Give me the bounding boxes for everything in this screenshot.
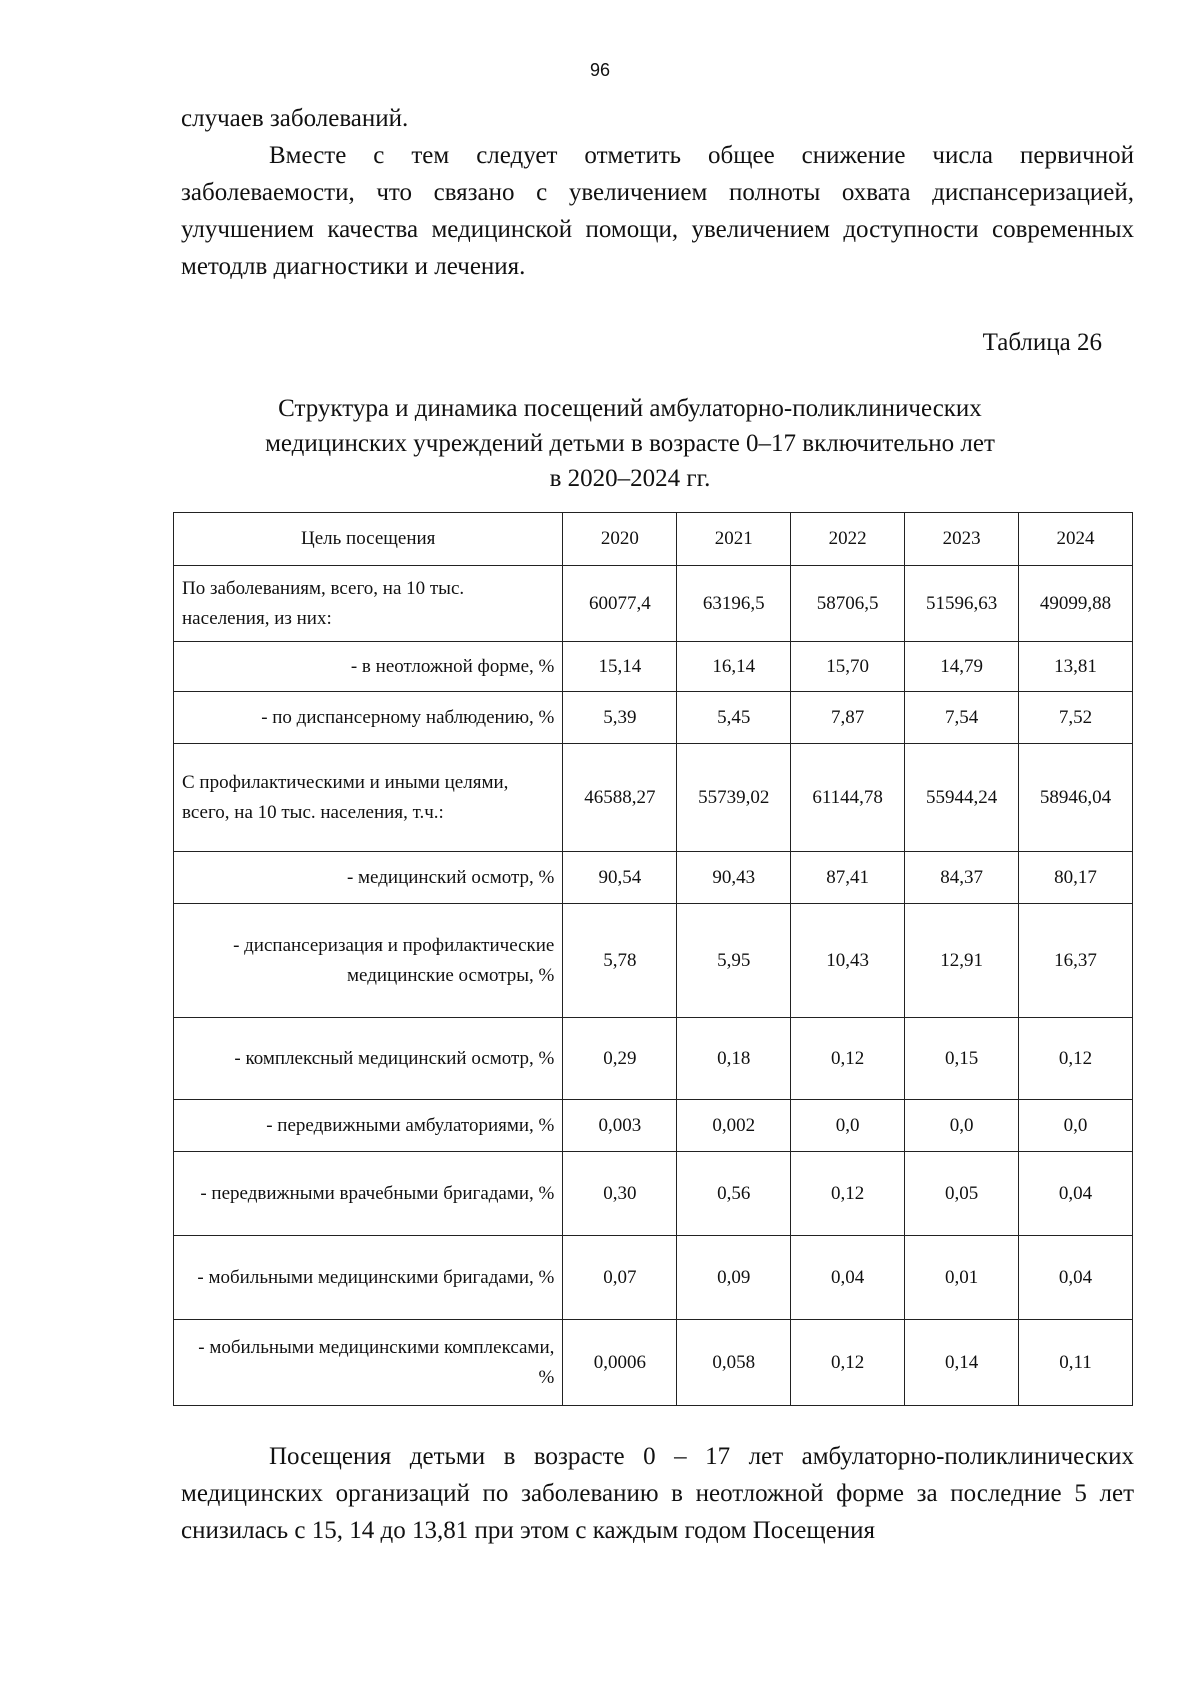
header-year: 2021 [677,513,791,566]
intro-text [181,100,1134,285]
cell-value: 16,37 [1019,904,1133,1018]
table-row [174,1320,1133,1406]
cell-value: 60077,4 [563,566,677,642]
cell-value: 0,30 [563,1152,677,1236]
cell-value: 7,54 [905,692,1019,744]
cell-value: 0,01 [905,1236,1019,1320]
cell-value: 0,07 [563,1236,677,1320]
intro-line: случаев заболеваний. [181,105,409,132]
table-row [174,566,1133,642]
table-row [174,852,1133,904]
cell-value: 0,12 [791,1152,905,1236]
cell-value: 87,41 [791,852,905,904]
cell-value: 0,0 [905,1100,1019,1152]
cell-value: 7,87 [791,692,905,744]
caption-line-3: в 2020–2024 гг. [549,465,711,492]
cell-value: 14,79 [905,642,1019,692]
cell-value: 0,05 [905,1152,1019,1236]
table-row [174,744,1133,852]
cell-value: 0,058 [677,1320,791,1406]
cell-value: 12,91 [905,904,1019,1018]
cell-value: 0,0 [791,1100,905,1152]
cell-value: 58946,04 [1019,744,1133,852]
header-year: 2020 [563,513,677,566]
cell-value: 16,14 [677,642,791,692]
table-header-row [174,513,1133,566]
row-label: - мобильными медицинскими бригадами, % [174,1236,563,1320]
cell-value: 0,003 [563,1100,677,1152]
cell-value: 49099,88 [1019,566,1133,642]
cell-value: 0,04 [791,1236,905,1320]
cell-value: 13,81 [1019,642,1133,692]
page-number: 96 [589,60,611,80]
cell-value: 5,39 [563,692,677,744]
cell-value: 15,14 [563,642,677,692]
cell-value: 0,12 [791,1320,905,1406]
cell-value: 61144,78 [791,744,905,852]
row-label: - по диспансерному наблюдению, % [174,692,563,744]
row-label: - диспансеризация и профилактические медицинские осмотры, % [174,904,563,1018]
cell-value: 84,37 [905,852,1019,904]
cell-value: 0,14 [905,1320,1019,1406]
row-label: - в неотложной форме, % [174,642,563,692]
cell-value: 90,43 [677,852,791,904]
cell-value: 55739,02 [677,744,791,852]
header-year: 2022 [791,513,905,566]
cell-value: 0,12 [791,1018,905,1100]
cell-value: 0,04 [1019,1152,1133,1236]
table-row [174,692,1133,744]
cell-value: 0,12 [1019,1018,1133,1100]
cell-value: 58706,5 [791,566,905,642]
table-row [174,1152,1133,1236]
intro-paragraph: Вместе с тем следует отметить общее снижение числа первичной заболеваемости, что связано с увеличением полноты охвата диспансеризацией, улучшением качества медицинской помощи, увеличением доступности современных методлв диагностики и лечения. [181,142,1134,280]
table-row [174,642,1133,692]
cell-value: 10,43 [791,904,905,1018]
cell-value: 0,09 [677,1236,791,1320]
row-label: По заболеваниям, всего, на 10 тыс. населения, из них: [174,566,563,642]
table-row [174,904,1133,1018]
table-label: Таблица 26 [982,329,1102,356]
cell-value: 90,54 [563,852,677,904]
cell-value: 5,95 [677,904,791,1018]
row-label: - мобильными медицинскими комплексами, % [174,1320,563,1406]
cell-value: 7,52 [1019,692,1133,744]
row-label: С профилактическими и иными целями, всего, на 10 тыс. населения, т.ч.: [174,744,563,852]
bottom-paragraph: Посещения детьми в возрасте 0 – 17 лет амбулаторно-поликлинических медицинских организаций по заболеванию в неотложной форме за последние 5 лет снизилась с 15, 14 до 13,81 при этом с каждым годом Посещения [181,1443,1134,1544]
row-label: - передвижными врачебными бригадами, % [174,1152,563,1236]
cell-value: 0,002 [677,1100,791,1152]
cell-value: 80,17 [1019,852,1133,904]
cell-value: 5,78 [563,904,677,1018]
cell-value: 0,15 [905,1018,1019,1100]
table-row [174,1236,1133,1320]
header-year: 2023 [905,513,1019,566]
caption-line-1: Структура и динамика посещений амбулаторно-поликлинических [278,395,982,422]
table-row [174,1018,1133,1100]
row-label: - медицинский осмотр, % [174,852,563,904]
header-year: 2024 [1019,513,1133,566]
row-label: - комплексный медицинский осмотр, % [174,1018,563,1100]
cell-value: 55944,24 [905,744,1019,852]
cell-value: 51596,63 [905,566,1019,642]
caption-line-2: медицинских учреждений детьми в возрасте 0–17 включительно лет [265,430,995,457]
cell-value: 0,18 [677,1018,791,1100]
visits-table [173,512,1133,1406]
cell-value: 0,29 [563,1018,677,1100]
header-purpose: Цель посещения [174,513,563,566]
cell-value: 0,0 [1019,1100,1133,1152]
cell-value: 63196,5 [677,566,791,642]
cell-value: 15,70 [791,642,905,692]
table-caption [200,391,1060,496]
cell-value: 0,56 [677,1152,791,1236]
cell-value: 0,11 [1019,1320,1133,1406]
cell-value: 0,0006 [563,1320,677,1406]
cell-value: 5,45 [677,692,791,744]
cell-value: 46588,27 [563,744,677,852]
cell-value: 0,04 [1019,1236,1133,1320]
row-label: - передвижными амбулаториями, % [174,1100,563,1152]
table-row [174,1100,1133,1152]
